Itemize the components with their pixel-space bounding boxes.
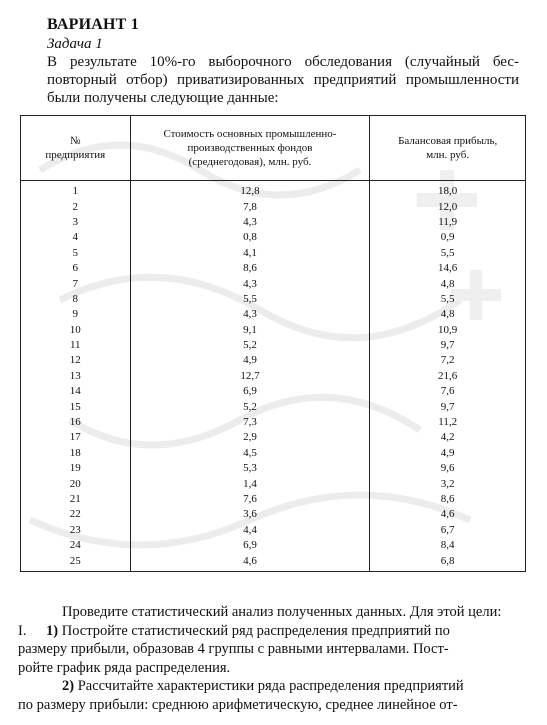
cell-balance-profit: 8,6 bbox=[370, 492, 526, 507]
header-line: № bbox=[70, 135, 81, 147]
instruction-item-1-line bbox=[18, 622, 516, 641]
instruction-item-1-line: ройте график ряда распределения. bbox=[18, 659, 231, 676]
table-row bbox=[21, 246, 526, 261]
cell-fixed-assets: 4,3 bbox=[130, 276, 370, 291]
cell-fixed-assets: 5,3 bbox=[130, 461, 370, 476]
item-number: 1) bbox=[46, 622, 59, 639]
header-line: предприятия bbox=[45, 149, 106, 161]
cell-fixed-assets: 4,1 bbox=[130, 246, 370, 261]
cell-enterprise-number: 3 bbox=[21, 215, 131, 230]
variant-title: ВАРИАНТ 1 bbox=[47, 16, 139, 33]
table-row bbox=[21, 492, 526, 507]
cell-balance-profit: 6,8 bbox=[370, 553, 526, 571]
cell-fixed-assets: 5,2 bbox=[130, 399, 370, 414]
cell-fixed-assets: 1,4 bbox=[130, 476, 370, 491]
cell-balance-profit: 4,8 bbox=[370, 276, 526, 291]
table-row bbox=[21, 230, 526, 245]
table-row bbox=[21, 399, 526, 414]
cell-enterprise-number: 19 bbox=[21, 461, 131, 476]
table-row bbox=[21, 353, 526, 368]
cell-fixed-assets: 9,1 bbox=[130, 323, 370, 338]
table-row bbox=[21, 292, 526, 307]
cell-enterprise-number: 2 bbox=[21, 199, 131, 214]
header-fixed-assets bbox=[130, 116, 370, 181]
intro-line: В результате 10%-го выборочного обследования (случайный бес- bbox=[47, 54, 519, 70]
cell-fixed-assets: 12,8 bbox=[130, 181, 370, 200]
cell-fixed-assets: 6,9 bbox=[130, 384, 370, 399]
cell-enterprise-number: 14 bbox=[21, 384, 131, 399]
cell-fixed-assets: 7,8 bbox=[130, 199, 370, 214]
intro-line: были получены следующие данные: bbox=[47, 90, 279, 106]
cell-fixed-assets: 4,6 bbox=[130, 553, 370, 571]
cell-fixed-assets: 7,6 bbox=[130, 492, 370, 507]
cell-fixed-assets: 4,3 bbox=[130, 215, 370, 230]
cell-balance-profit: 9,7 bbox=[370, 338, 526, 353]
cell-enterprise-number: 25 bbox=[21, 553, 131, 571]
table-row bbox=[21, 276, 526, 291]
cell-balance-profit: 9,6 bbox=[370, 461, 526, 476]
cell-enterprise-number: 22 bbox=[21, 507, 131, 522]
cell-enterprise-number: 10 bbox=[21, 323, 131, 338]
cell-fixed-assets: 5,2 bbox=[130, 338, 370, 353]
instruction-item-2-line bbox=[18, 677, 516, 696]
cell-balance-profit: 18,0 bbox=[370, 181, 526, 200]
cell-fixed-assets: 2,9 bbox=[130, 430, 370, 445]
cell-fixed-assets: 4,5 bbox=[130, 446, 370, 461]
instructions bbox=[18, 603, 516, 715]
header-enterprise-number bbox=[21, 116, 131, 181]
table-row bbox=[21, 461, 526, 476]
cell-balance-profit: 8,4 bbox=[370, 538, 526, 553]
cell-enterprise-number: 9 bbox=[21, 307, 131, 322]
header-line: (среднегодовая), млн. руб. bbox=[188, 156, 312, 168]
table-row bbox=[21, 384, 526, 399]
cell-balance-profit: 4,8 bbox=[370, 307, 526, 322]
instruction-item-2-line: по размеру прибыли: среднюю арифметическую, среднее линейное от- bbox=[18, 696, 458, 713]
cell-balance-profit: 5,5 bbox=[370, 246, 526, 261]
cell-enterprise-number: 20 bbox=[21, 476, 131, 491]
cell-balance-profit: 3,2 bbox=[370, 476, 526, 491]
cell-balance-profit: 12,0 bbox=[370, 199, 526, 214]
cell-enterprise-number: 8 bbox=[21, 292, 131, 307]
cell-balance-profit: 11,2 bbox=[370, 415, 526, 430]
table-row bbox=[21, 323, 526, 338]
header-line: Балансовая прибыль, bbox=[398, 135, 498, 147]
cell-fixed-assets: 7,3 bbox=[130, 415, 370, 430]
cell-enterprise-number: 18 bbox=[21, 446, 131, 461]
data-table bbox=[20, 115, 526, 572]
cell-fixed-assets: 12,7 bbox=[130, 369, 370, 384]
table-row bbox=[21, 553, 526, 571]
cell-balance-profit: 5,5 bbox=[370, 292, 526, 307]
cell-balance-profit: 14,6 bbox=[370, 261, 526, 276]
cell-enterprise-number: 7 bbox=[21, 276, 131, 291]
cell-enterprise-number: 13 bbox=[21, 369, 131, 384]
header-line: Стоимость основных промышленно- bbox=[163, 128, 337, 140]
cell-fixed-assets: 8,6 bbox=[130, 261, 370, 276]
cell-enterprise-number: 21 bbox=[21, 492, 131, 507]
cell-fixed-assets: 3,6 bbox=[130, 507, 370, 522]
cell-enterprise-number: 11 bbox=[21, 338, 131, 353]
cell-balance-profit: 4,9 bbox=[370, 446, 526, 461]
table-row bbox=[21, 261, 526, 276]
instruction-text: Постройте статистический ряд распределения предприятий по bbox=[61, 622, 450, 639]
cell-enterprise-number: 23 bbox=[21, 523, 131, 538]
cell-balance-profit: 11,9 bbox=[370, 215, 526, 230]
cell-balance-profit: 9,7 bbox=[370, 399, 526, 414]
table-row bbox=[21, 199, 526, 214]
table-header-row bbox=[21, 116, 526, 181]
table-row bbox=[21, 307, 526, 322]
header-balance-profit bbox=[370, 116, 526, 181]
intro-paragraph bbox=[47, 53, 519, 107]
cell-balance-profit: 6,7 bbox=[370, 523, 526, 538]
table-row bbox=[21, 507, 526, 522]
table-row bbox=[21, 538, 526, 553]
task-title: Задача 1 bbox=[47, 36, 103, 52]
cell-enterprise-number: 6 bbox=[21, 261, 131, 276]
table-row bbox=[21, 369, 526, 384]
cell-enterprise-number: 5 bbox=[21, 246, 131, 261]
item-number: 2) bbox=[62, 678, 75, 695]
table-row bbox=[21, 415, 526, 430]
table-row bbox=[21, 523, 526, 538]
cell-balance-profit: 7,2 bbox=[370, 353, 526, 368]
header-line: производственных фондов bbox=[187, 142, 313, 154]
instruction-item-1-line: размеру прибыли, образовав 4 группы с равными интервалами. Пост- bbox=[18, 641, 449, 658]
cell-enterprise-number: 15 bbox=[21, 399, 131, 414]
cell-balance-profit: 4,6 bbox=[370, 507, 526, 522]
cell-fixed-assets: 4,4 bbox=[130, 523, 370, 538]
table-row bbox=[21, 476, 526, 491]
cell-balance-profit: 21,6 bbox=[370, 369, 526, 384]
cell-balance-profit: 7,6 bbox=[370, 384, 526, 399]
intro-line: повторный отбор) приватизированных предприятий промышленности bbox=[47, 72, 519, 88]
cell-balance-profit: 4,2 bbox=[370, 430, 526, 445]
list-marker: I. bbox=[18, 622, 27, 639]
table-row bbox=[21, 338, 526, 353]
table-row bbox=[21, 446, 526, 461]
instructions-lead: Проведите статистический анализ полученных данных. Для этой цели: bbox=[62, 604, 502, 620]
cell-balance-profit: 10,9 bbox=[370, 323, 526, 338]
table-row bbox=[21, 215, 526, 230]
cell-enterprise-number: 12 bbox=[21, 353, 131, 368]
cell-enterprise-number: 1 bbox=[21, 181, 131, 200]
table-row bbox=[21, 181, 526, 200]
cell-enterprise-number: 17 bbox=[21, 430, 131, 445]
instruction-text: Рассчитайте характеристики ряда распределения предприятий bbox=[77, 678, 464, 695]
cell-fixed-assets: 6,9 bbox=[130, 538, 370, 553]
cell-fixed-assets: 0,8 bbox=[130, 230, 370, 245]
cell-fixed-assets: 4,9 bbox=[130, 353, 370, 368]
table-body bbox=[21, 181, 526, 572]
cell-fixed-assets: 5,5 bbox=[130, 292, 370, 307]
header-line: млн. руб. bbox=[426, 149, 470, 161]
table-row bbox=[21, 430, 526, 445]
cell-enterprise-number: 4 bbox=[21, 230, 131, 245]
cell-enterprise-number: 16 bbox=[21, 415, 131, 430]
cell-enterprise-number: 24 bbox=[21, 538, 131, 553]
cell-fixed-assets: 4,3 bbox=[130, 307, 370, 322]
cell-balance-profit: 0,9 bbox=[370, 230, 526, 245]
